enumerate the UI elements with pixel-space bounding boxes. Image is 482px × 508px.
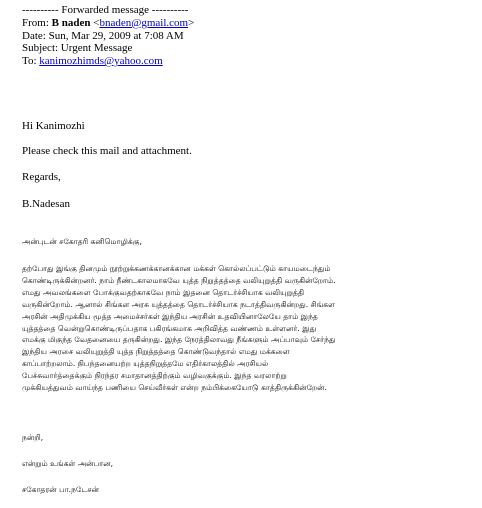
to-label: To: <box>22 55 40 68</box>
tamil-thanks: நன்றி, <box>22 433 44 442</box>
to-line <box>22 55 194 68</box>
from-line <box>22 17 194 30</box>
tamil-signature: சகோதரன் பா.நடேசன் <box>22 485 99 494</box>
subject-line: Subject: Urgent Message <box>22 42 133 55</box>
from-gt: > <box>188 16 195 29</box>
tamil-paragraph-line: இந்திய அரசை வலியுறுத்தி யுத்த நிறுத்தத்தை கொண்டுவந்தால் எமது மக்களை <box>22 347 290 357</box>
regards-text: Regards, <box>22 171 61 183</box>
tamil-paragraph-line: வருகின்றோம். ஆனால் சிங்கள அரசு யுத்தத்தை தொடர்ச்சியாக நடாத்திவருகின்றது. சிங்கள <box>22 299 335 309</box>
tamil-paragraph <box>22 263 462 394</box>
forwarded-separator: ---------- Forwarded message ---------- <box>22 4 189 16</box>
tamil-paragraph-line: எமது அவலங்களை போக்குவதற்காகவே நாம் இதனை தொடர்ச்சியாக வலியுறுத்தி <box>22 287 305 297</box>
tamil-paragraph-line: எமக்கு மிகுந்த வேதனையை தருகின்றது. இந்த நேரத்திலாவது நீங்களும் அப்பாவும் சேர்ந்து <box>22 335 336 345</box>
tamil-paragraph-line: அரசின் அதிமுக்கிய மூத்த அமைச்சர்கள் இந்திய அரசின் உதவியினாலேயே தாம் இந்த <box>22 311 318 321</box>
to-email-link[interactable]: kanimozhimds@yahoo.com <box>39 55 163 68</box>
from-label: From: <box>22 16 52 29</box>
tamil-paragraph-line: பேச்சுவார்த்தைக்கும் நிரந்தர சமாதானத்திற்கும் வழிவகுக்கும். இந்த வரலாற்று <box>22 371 287 381</box>
tamil-paragraph-line: தற்போது இங்கு தினமும் நூற்றுக்கணக்கானக்கான மக்கள் கொல்லப்பட்டும் காயமடைந்தும் <box>22 264 331 273</box>
tamil-paragraph-line: யுத்தத்தை வென்றுகொண்டிருப்பதாக பகிரங்கமாக அறிவித்த வண்ணம் உள்ளனர். இது <box>22 323 317 333</box>
forwarded-header <box>22 4 194 68</box>
message-text: Please check this mail and attachment. <box>22 145 192 157</box>
from-name: B naden <box>51 16 91 29</box>
tamil-salutation: அன்புடன் சகோதரி கனிமொழிக்கு, <box>22 237 142 246</box>
date-line: Date: Sun, Mar 29, 2009 at 7:08 AM <box>22 29 184 42</box>
tamil-paragraph-line: கொண்டிருக்கின்றனர். நாம் நீண்டகாலமாகவே யுத்த நிறுத்தத்தை வலியுறுத்தி வருகின்றோம். <box>22 275 336 285</box>
tamil-paragraph-line: காப்பாற்றலாம். நிபந்தனையற்ற யுத்தநிறுத்தமே எதிர்காலத்தில் அரசியல் <box>22 359 269 369</box>
tamil-paragraph-line: முக்கியத்துவம் வாய்ந்த பணியை செய்வீர்கள் என்ற நம்பிக்கையோடு காத்திருக்கின்றேன். <box>22 383 327 393</box>
sender-name: B.Nadesan <box>22 198 70 210</box>
from-email-link[interactable]: bnaden@gmail.com <box>99 16 189 29</box>
greeting: Hi Kanimozhi <box>22 120 85 132</box>
tamil-closing: என்றும் உங்கள் அன்பான, <box>22 459 114 468</box>
from-lt: < <box>90 16 100 29</box>
